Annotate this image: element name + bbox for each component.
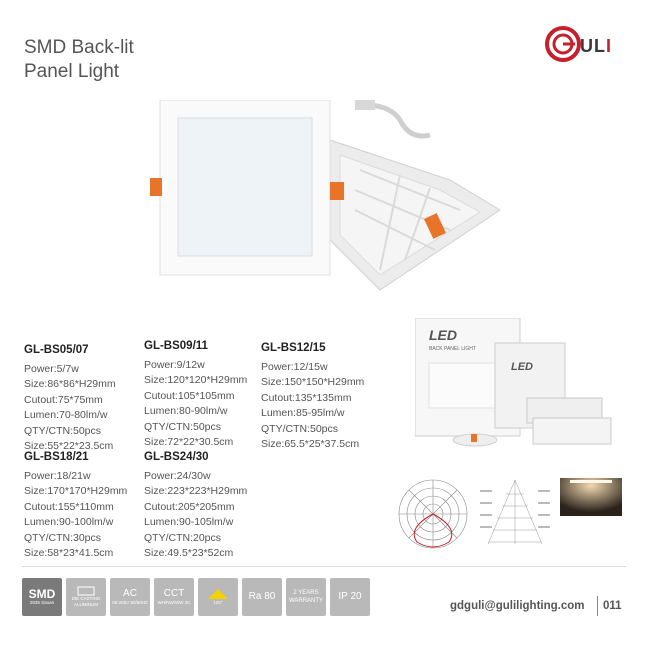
installed-light-photo <box>560 478 622 516</box>
panel-front <box>150 100 344 275</box>
model-name: GL-BS12/15 <box>261 342 326 354</box>
panel-back-housing <box>330 100 500 290</box>
spec-cutout: Cutout:205*205mm <box>144 500 235 513</box>
spec-cutout: Cutout:135*135mm <box>261 391 352 404</box>
model-name: GL-BS18/21 <box>24 451 89 463</box>
spec-size: Size:86*86*H29mm <box>24 378 116 390</box>
spec-qty: QTY/CTN:50pcs <box>261 422 339 435</box>
spec-size: Size:223*223*H29mm <box>144 485 248 497</box>
model-name: GL-BS05/07 <box>24 344 89 356</box>
spec-carton-size: Size:65.5*25*37.5cm <box>261 438 360 450</box>
spec-carton-size: Size:58*23*41.5cm <box>24 547 114 559</box>
beam-angle-icon <box>207 588 229 600</box>
light-distribution-polar-chart <box>397 478 469 550</box>
spec-block-bs05 <box>24 343 116 455</box>
svg-text:LED: LED <box>511 361 533 373</box>
footer-divider <box>22 566 626 567</box>
spec-lumen: Lumen:90-100lm/w <box>24 516 114 528</box>
die-casting-icon <box>77 586 95 596</box>
spec-qty: QTY/CTN:50pcs <box>24 424 102 437</box>
badge-die-casting: DIE CASTING ALUMINUM <box>66 578 106 616</box>
spec-qty: QTY/CTN:50pcs <box>144 420 222 433</box>
spec-lumen: Lumen:70-80lm/w <box>24 409 108 421</box>
box-caption-text: BACK PANEL LIGHT <box>429 346 476 352</box>
spec-carton-size: Size:55*22*23.5cm <box>24 440 114 452</box>
spec-size: Size:150*150*H29mm <box>261 376 365 388</box>
badge-beam-angle: 120° <box>198 578 238 616</box>
illuminance-cone-diagram <box>478 478 552 548</box>
spec-power: Power:9/12w <box>144 358 205 371</box>
spec-qty: QTY/CTN:30pcs <box>24 531 102 544</box>
feature-badges <box>22 578 370 616</box>
spec-carton-size: Size:49.5*23*52cm <box>144 547 234 559</box>
spec-cutout: Cutout:155*110mm <box>24 500 114 513</box>
page-title <box>24 36 134 84</box>
spec-size: Size:170*170*H29mm <box>24 485 128 497</box>
spec-lumen: Lumen:85-95lm/w <box>261 407 345 419</box>
model-name: GL-BS09/11 <box>144 340 208 352</box>
box-brand-text: LED <box>429 327 457 343</box>
page-number: 011 <box>603 600 622 612</box>
title-line-1: SMD Back-lit <box>24 37 134 58</box>
spec-power: Power:5/7w <box>24 362 79 375</box>
spec-block-bs12 <box>261 341 364 453</box>
spec-power: Power:18/21w <box>24 469 91 482</box>
spec-lumen: Lumen:90-105lm/w <box>144 516 234 528</box>
footer-separator <box>597 596 598 616</box>
spec-power: Power:24/30w <box>144 469 211 482</box>
brand-text-dark: UL <box>580 36 606 56</box>
product-photo <box>150 100 510 300</box>
spec-lumen: Lumen:80-90lm/w <box>144 405 228 417</box>
title-line-2: Panel Light <box>24 61 120 82</box>
spec-qty: QTY/CTN:20pcs <box>144 531 222 544</box>
spec-size: Size:120*120*H29mm <box>144 374 248 386</box>
spec-carton-size: Size:72*22*30.5cm <box>144 436 234 448</box>
spec-power: Power:12/15w <box>261 360 328 373</box>
packaging-boxes-image <box>415 318 615 448</box>
badge-ac-voltage: AC 85-265V 50/60HZ <box>110 578 150 616</box>
spec-block-bs09 <box>144 339 247 451</box>
spec-cutout: Cutout:75*75mm <box>24 393 103 406</box>
model-name: GL-BS24/30 <box>144 451 209 463</box>
spec-block-bs24 <box>144 450 247 562</box>
spec-block-bs18 <box>24 450 127 562</box>
brand-logo <box>580 36 612 57</box>
badge-ra: Ra 80 <box>242 578 282 616</box>
badge-warranty: 2 YEARS WARRANTY <box>286 578 326 616</box>
badge-cct: CCT WH/NW/WW 3C <box>154 578 194 616</box>
brand-text-accent: I <box>606 36 613 56</box>
contact-email: gdguli@gulilighting.com <box>450 600 585 612</box>
badge-ip: IP 20 <box>330 578 370 616</box>
spec-cutout: Cutout:105*105mm <box>144 389 235 402</box>
badge-smd: SMD 2835 Sanan <box>22 578 62 616</box>
